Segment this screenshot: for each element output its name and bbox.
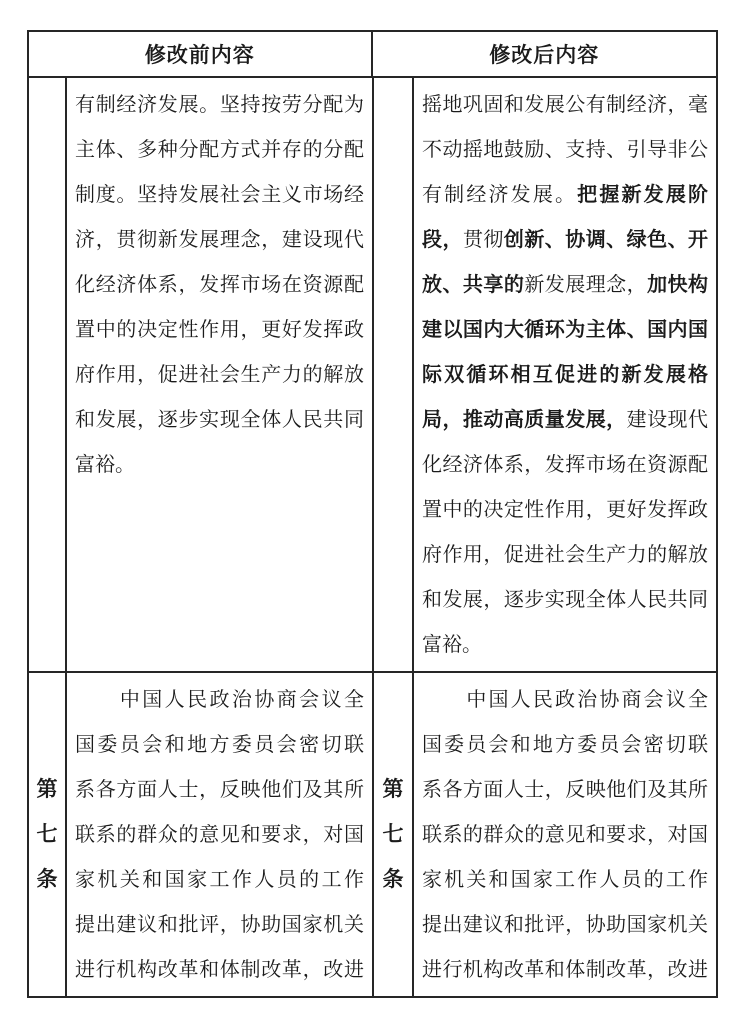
text-line bbox=[75, 903, 364, 948]
regular-text: 家机关和国家工作人员的工作 bbox=[422, 869, 708, 891]
emphasized-text: 际双循环相互促进的新发展格 bbox=[422, 364, 708, 386]
regular-text: 新发展理念， bbox=[524, 274, 648, 296]
text-line bbox=[422, 723, 708, 768]
text-line bbox=[75, 83, 364, 128]
regular-text: 中国人民政治协商会议全 bbox=[422, 689, 708, 711]
text-line bbox=[422, 903, 708, 948]
regular-text: 制度。坚持发展社会主义市场经 bbox=[75, 184, 364, 206]
text-line bbox=[422, 398, 708, 443]
regular-text: 联系的群众的意见和要求，对国 bbox=[75, 824, 364, 846]
table-row bbox=[29, 78, 716, 671]
content-cell bbox=[67, 78, 374, 671]
emphasized-text: 段， bbox=[422, 229, 463, 251]
text-line bbox=[75, 398, 364, 443]
regular-text: 化经济体系，发挥市场在资源配 bbox=[75, 274, 364, 296]
text-line bbox=[422, 353, 708, 398]
regular-text: 有制经济发展。 bbox=[422, 184, 578, 206]
text-line bbox=[75, 263, 364, 308]
regular-text: 进行机构改革和体制改革，改进 bbox=[75, 959, 364, 981]
content-cell bbox=[414, 673, 716, 996]
text-line bbox=[422, 858, 708, 903]
content-cell bbox=[67, 673, 374, 996]
text-line bbox=[422, 488, 708, 533]
header-cell-after: 修改后内容 bbox=[489, 44, 600, 67]
regular-text: 家机关和国家工作人员的工作 bbox=[75, 869, 364, 891]
regular-text: 和发展，逐步实现全体人民共同 bbox=[422, 589, 708, 611]
article-number-char: 七 bbox=[382, 822, 404, 846]
text-line bbox=[75, 128, 364, 173]
article-number-char: 条 bbox=[382, 867, 404, 891]
regular-text: 和发展，逐步实现全体人民共同 bbox=[75, 409, 364, 431]
regular-text: 系各方面人士，反映他们及其所 bbox=[75, 779, 364, 801]
regular-text: 府作用，促进社会生产力的解放 bbox=[422, 544, 708, 566]
regular-text: 有制经济发展。坚持按劳分配为 bbox=[75, 94, 364, 116]
article-number-char: 七 bbox=[36, 822, 58, 846]
text-line bbox=[75, 813, 364, 858]
regular-text: 府作用，促进社会生产力的解放 bbox=[75, 364, 364, 386]
text-line bbox=[75, 173, 364, 218]
regular-text: 摇地巩固和发展公有制经济，毫 bbox=[422, 94, 708, 116]
regular-text: 提出建议和批评，协助国家机关 bbox=[75, 914, 364, 936]
text-line bbox=[422, 443, 708, 488]
regular-text: 不动摇地鼓励、支持、引导非公 bbox=[422, 139, 708, 161]
emphasized-text: 把握新发展阶 bbox=[577, 184, 708, 206]
article-number-cell bbox=[29, 78, 67, 671]
text-line bbox=[422, 578, 708, 623]
text-line bbox=[75, 678, 364, 723]
table-row bbox=[29, 671, 716, 996]
text-line bbox=[75, 858, 364, 903]
text-line bbox=[422, 533, 708, 578]
text-line bbox=[75, 723, 364, 768]
text-line bbox=[422, 218, 708, 263]
regular-text: 富裕。 bbox=[422, 634, 482, 656]
header-cell-before: 修改前内容 bbox=[29, 32, 373, 76]
article-number-cell bbox=[29, 673, 67, 996]
regular-text: 化经济体系，发挥市场在资源配 bbox=[422, 454, 708, 476]
table-header-row bbox=[29, 32, 716, 78]
emphasized-text: 加快构 bbox=[647, 274, 708, 296]
text-line bbox=[422, 623, 708, 668]
text-line bbox=[422, 813, 708, 858]
text-line bbox=[422, 128, 708, 173]
article-number-cell bbox=[374, 673, 414, 996]
article-number-char: 第 bbox=[36, 777, 58, 801]
regular-text: 建设现代 bbox=[626, 409, 708, 431]
regular-text: 贯彻 bbox=[462, 229, 504, 251]
regular-text: 富裕。 bbox=[75, 454, 135, 476]
article-number-cell bbox=[374, 78, 414, 671]
content-cell bbox=[414, 78, 716, 671]
regular-text: 进行机构改革和体制改革，改进 bbox=[422, 959, 708, 981]
emphasized-text: 创新、协调、绿色、开 bbox=[503, 229, 708, 251]
text-line bbox=[422, 768, 708, 813]
text-line bbox=[75, 308, 364, 353]
regular-text: 国委员会和地方委员会密切联 bbox=[422, 734, 708, 756]
regular-text: 国委员会和地方委员会密切联 bbox=[75, 734, 364, 756]
regular-text: 联系的群众的意见和要求，对国 bbox=[422, 824, 708, 846]
text-line bbox=[422, 263, 708, 308]
text-line bbox=[422, 678, 708, 723]
regular-text: 置中的决定性作用，更好发挥政 bbox=[75, 319, 364, 341]
text-line bbox=[422, 308, 708, 353]
regular-text: 置中的决定性作用，更好发挥政 bbox=[422, 499, 708, 521]
text-line bbox=[422, 173, 708, 218]
text-line bbox=[422, 948, 708, 993]
table-body bbox=[29, 78, 716, 996]
regular-text: 中国人民政治协商会议全 bbox=[75, 689, 364, 711]
article-number-char: 条 bbox=[36, 867, 58, 891]
regular-text: 济，贯彻新发展理念，建设现代 bbox=[75, 229, 364, 251]
article-number-char: 第 bbox=[382, 777, 404, 801]
text-line bbox=[75, 948, 364, 993]
text-line bbox=[75, 353, 364, 398]
text-line bbox=[422, 83, 708, 128]
regular-text: 主体、多种分配方式并存的分配 bbox=[75, 139, 364, 161]
text-line bbox=[75, 218, 364, 263]
text-line bbox=[75, 768, 364, 813]
regular-text: 提出建议和批评，协助国家机关 bbox=[422, 914, 708, 936]
emphasized-text: 局，推动高质量发展， bbox=[422, 409, 627, 431]
text-line bbox=[75, 443, 364, 488]
comparison-table bbox=[27, 30, 718, 998]
emphasized-text: 建以国内大循环为主体、国内国 bbox=[422, 319, 708, 341]
emphasized-text: 放、共享的 bbox=[422, 274, 525, 296]
regular-text: 系各方面人士，反映他们及其所 bbox=[422, 779, 708, 801]
